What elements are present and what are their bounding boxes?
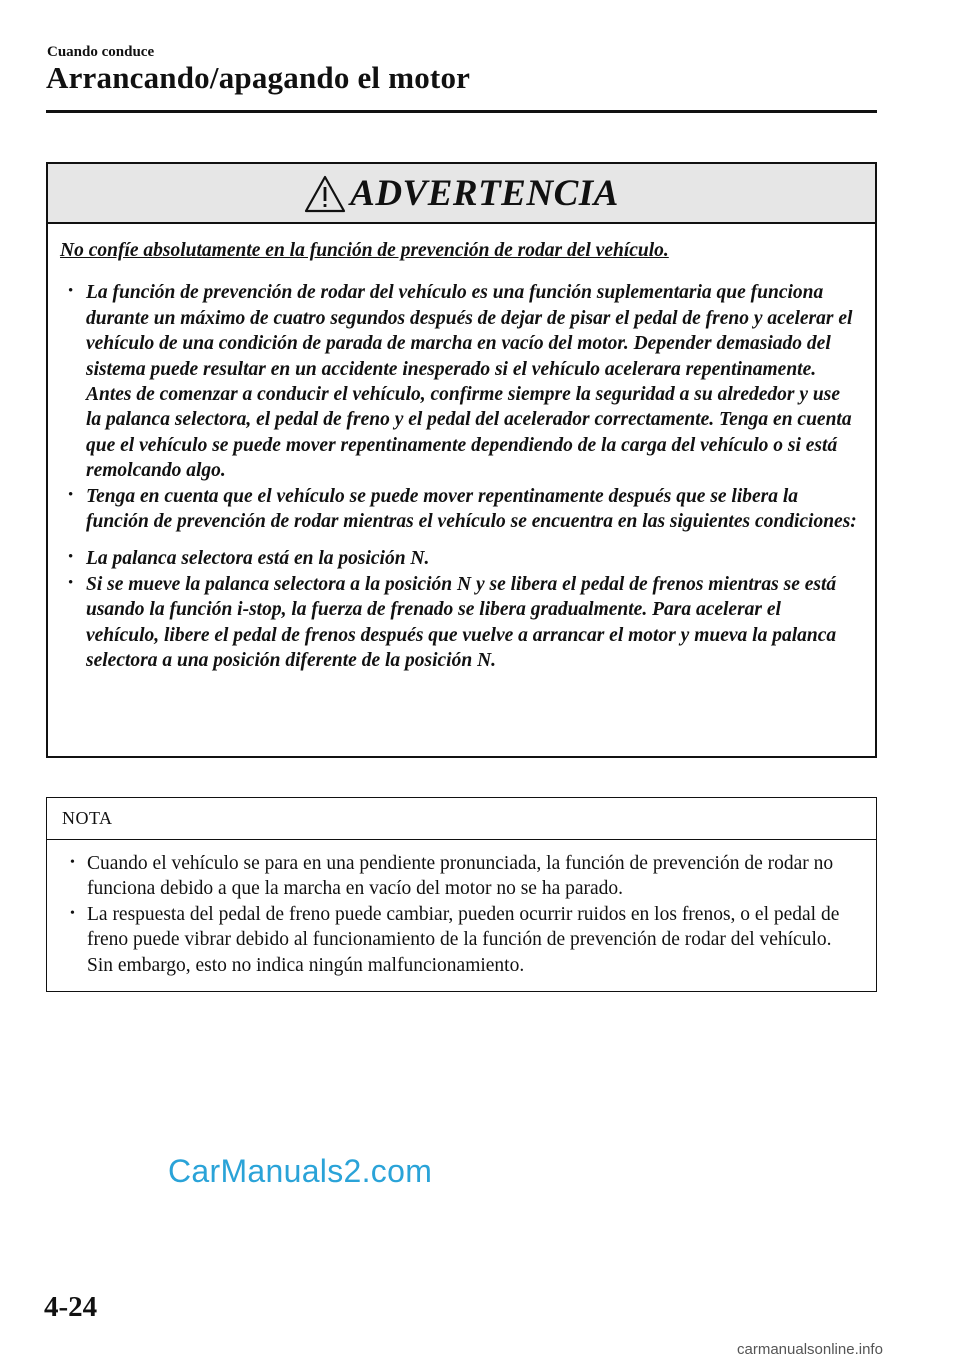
note-item: • Cuando el vehículo se para en una pendiente pronunciada, la función de prevención de rodar no funciona debido a que la marcha en vacío del motor no se ha parado.	[61, 851, 858, 902]
note-list	[61, 851, 858, 978]
warning-lead: No confíe absolutamente en la función de prevención de rodar del vehículo.	[60, 240, 669, 261]
warning-subitem: • Si se mueve la palanca selectora a la posición N y se libera el pedal de frenos mientras se está usando la función i-stop, la fuerza de frenado se libera gradualmente. Para acelerar el vehículo, libere el pedal de frenos después que vuelve a arrancar el motor y mueva la palanca selectora a una posición diferente de la posición N.	[60, 572, 857, 674]
warning-item: • Tenga en cuenta que el vehículo se puede mover repentinamente después que se libera la función de prevención de rodar mientras el vehículo se encuentra en las siguientes condiciones:	[60, 484, 857, 535]
warning-list	[60, 280, 857, 534]
footer-site-text: carmanualsonline.info	[737, 1341, 883, 1358]
warning-body	[48, 224, 875, 674]
page-title: Arrancando/apagando el motor	[46, 60, 471, 95]
warning-item: • La función de prevención de rodar del vehículo es una función suplementaria que funciona durante un máximo de cuatro segundos después de dejar de pisar el pedal de freno y acelerar el vehículo de una condición de parada de marcha en vacío del motor. Depender demasiado del sistema puede resultar en un accidente inesperado si el vehículo acelerara repentinamente. Antes de comenzar a conducir el vehículo, confirme siempre la seguridad a su alrededor y use la palanca selectora, el pedal de freno y el pedal del acelerador correctamente. Tenga en cuenta que el vehículo se puede mover repentinamente dependiendo de la carga del vehículo o si está remolcando algo.	[60, 280, 857, 483]
warning-triangle-icon	[304, 175, 346, 213]
note-box	[46, 797, 877, 992]
warning-subitem: • La palanca selectora está en la posición N.	[60, 546, 857, 571]
note-body	[47, 840, 876, 978]
section-label: Cuando conduce	[47, 44, 155, 60]
watermark-logo: CarManuals2.com	[168, 1153, 433, 1189]
header-divider	[46, 110, 877, 113]
note-item: • La respuesta del pedal de freno puede cambiar, pueden ocurrir ruidos en los frenos, o el pedal de freno puede vibrar debido al funcionamiento de la función de prevención de rodar del vehículo. Sin embargo, esto no indica ningún malfuncionamiento.	[61, 902, 858, 978]
warning-title: ADVERTENCIA	[350, 172, 619, 214]
warning-header	[48, 164, 875, 224]
page-number: 4-24	[44, 1291, 98, 1323]
warning-sublist	[60, 546, 857, 673]
note-header: NOTA	[47, 798, 876, 840]
warning-box	[46, 162, 877, 758]
